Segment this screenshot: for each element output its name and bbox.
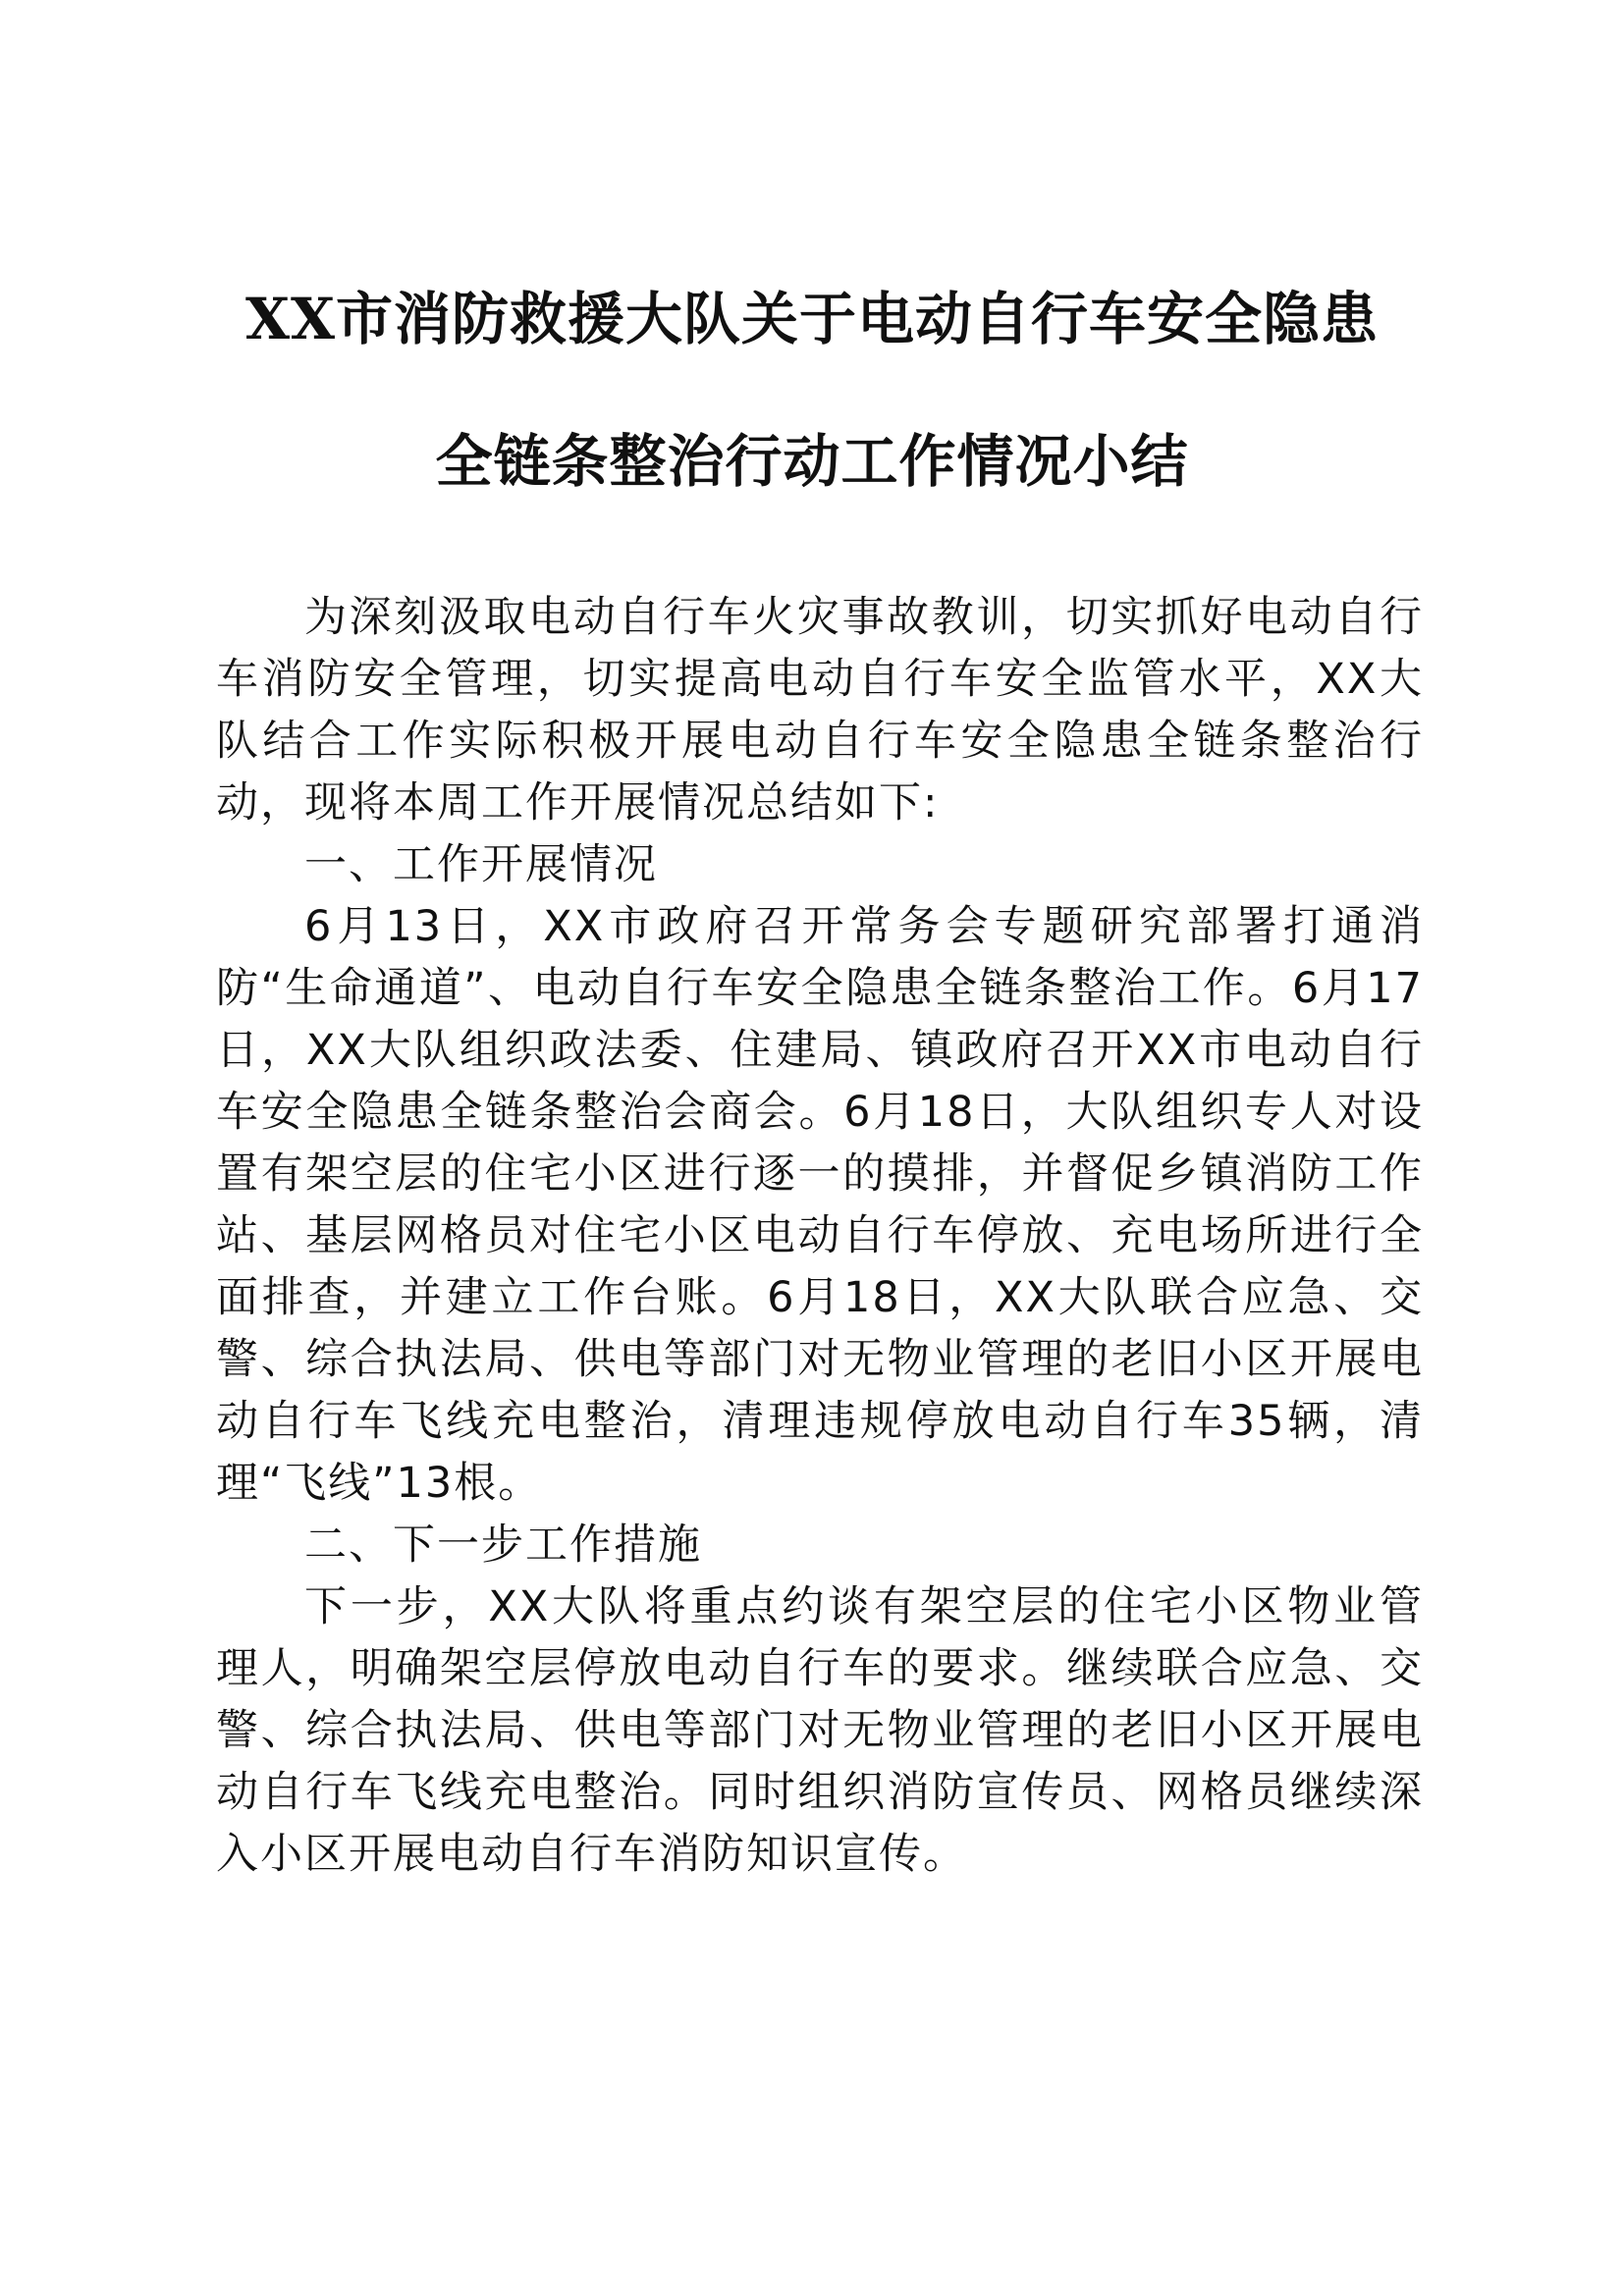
document-title-line-1: XX市消防救援大队关于电动自行车安全隐患	[244, 286, 1379, 352]
section-1-heading: 一、工作开展情况	[304, 840, 658, 889]
document-title-line-2: 全链条整治行动工作情况小结	[435, 428, 1189, 495]
document-body	[216, 587, 1424, 1886]
section-1-paragraph: 6月13日，XX市政府召开常务会专题研究部署打通消防“生命通道”、电动自行车安全隐患全链条整治工作。6月17日，XX大队组织政法委、住建局、镇政府召开XX市电动自行车安全隐患全链条整治会商会。6月18日，大队组织专人对设置有架空层的住宅小区进行逐一的摸排，并督促乡镇消防工作站、基层网格员对住宅小区电动自行车停放、充电场所进行全面排查，并建立工作台账。6月18日，XX大队联合应急、交警、综合执法局、供电等部门对无物业管理的老旧小区开展电动自行车飞线充电整治，清理违规停放电动自行车35辆，清理“飞线”13根。	[216, 902, 1424, 1508]
section-2-paragraph: 下一步，XX大队将重点约谈有架空层的住宅小区物业管理人，明确架空层停放电动自行车的要求。继续联合应急、交警、综合执法局、供电等部门对无物业管理的老旧小区开展电动自行车飞线充电整治。同时组织消防宣传员、网格员继续深入小区开展电动自行车消防知识宣传。	[216, 1582, 1424, 1879]
intro-paragraph: 为深刻汲取电动自行车火灾事故教训，切实抓好电动自行车消防安全管理，切实提高电动自行车安全监管水平，XX大队结合工作实际积极开展电动自行车安全隐患全链条整治行动，现将本周工作开展情况总结如下:	[216, 593, 1424, 828]
section-2-heading: 二、下一步工作措施	[304, 1521, 702, 1570]
